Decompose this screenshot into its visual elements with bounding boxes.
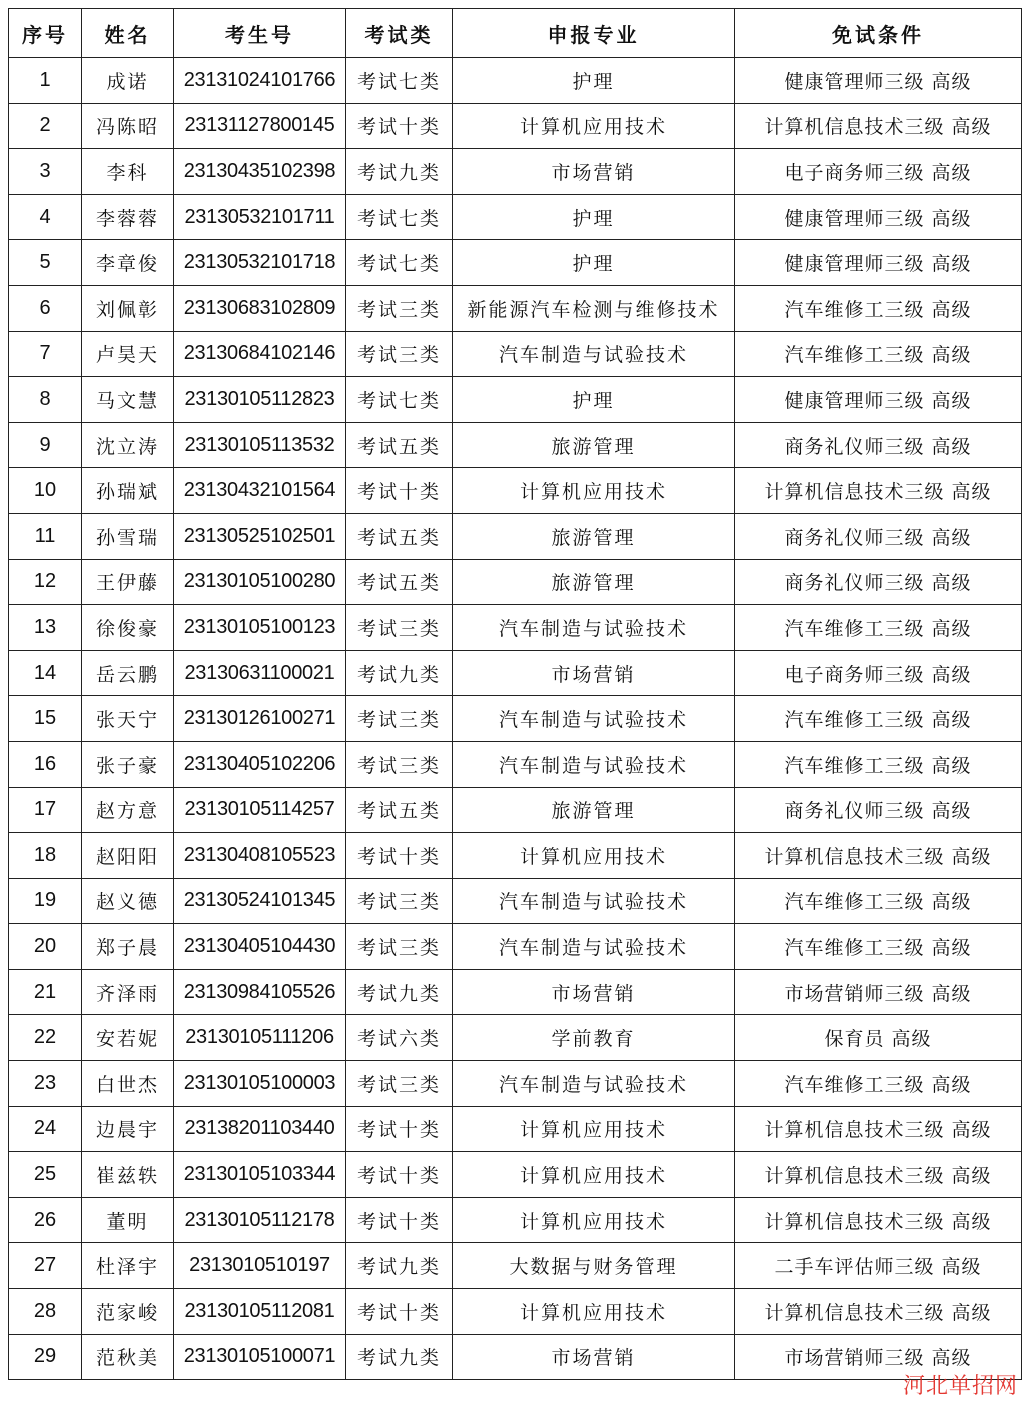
table-row <box>9 513 1022 559</box>
table-row <box>9 969 1022 1015</box>
cell-name: 赵阳阳 <box>82 833 174 879</box>
cell-condition: 计算机信息技术三级 高级 <box>735 1152 1022 1198</box>
cell-seq: 18 <box>9 833 82 879</box>
cell-exam-type: 考试三类 <box>346 285 453 331</box>
cell-major: 旅游管理 <box>453 559 735 605</box>
cell-condition: 计算机信息技术三级 高级 <box>735 1106 1022 1152</box>
cell-seq: 23 <box>9 1061 82 1107</box>
cell-condition: 商务礼仪师三级 高级 <box>735 787 1022 833</box>
cell-exam-no: 23130105114257 <box>174 787 346 833</box>
cell-exam-no: 23130105100123 <box>174 605 346 651</box>
cell-exam-type: 考试三类 <box>346 605 453 651</box>
cell-seq: 1 <box>9 58 82 104</box>
table-row <box>9 103 1022 149</box>
cell-seq: 25 <box>9 1152 82 1198</box>
cell-seq: 11 <box>9 513 82 559</box>
cell-exam-type: 考试五类 <box>346 422 453 468</box>
cell-major: 市场营销 <box>453 1334 735 1380</box>
cell-exam-type: 考试十类 <box>346 1106 453 1152</box>
cell-exam-type: 考试三类 <box>346 331 453 377</box>
cell-name: 董明 <box>82 1197 174 1243</box>
cell-exam-no: 23130105112178 <box>174 1197 346 1243</box>
cell-condition: 计算机信息技术三级 高级 <box>735 103 1022 149</box>
cell-condition: 商务礼仪师三级 高级 <box>735 513 1022 559</box>
cell-exam-type: 考试五类 <box>346 787 453 833</box>
cell-exam-no: 23130105103344 <box>174 1152 346 1198</box>
cell-major: 汽车制造与试验技术 <box>453 696 735 742</box>
cell-major: 汽车制造与试验技术 <box>453 1061 735 1107</box>
cell-exam-type: 考试十类 <box>346 468 453 514</box>
cell-name: 冯陈昭 <box>82 103 174 149</box>
cell-name: 马文慧 <box>82 377 174 423</box>
cell-exam-no: 23130683102809 <box>174 285 346 331</box>
cell-condition: 计算机信息技术三级 高级 <box>735 833 1022 879</box>
table-row <box>9 1334 1022 1380</box>
cell-seq: 13 <box>9 605 82 651</box>
cell-exam-no: 23130684102146 <box>174 331 346 377</box>
cell-major: 新能源汽车检测与维修技术 <box>453 285 735 331</box>
cell-exam-no: 23130984105526 <box>174 969 346 1015</box>
cell-exam-no: 2313010510197 <box>174 1243 346 1289</box>
table-row <box>9 1061 1022 1107</box>
cell-exam-no: 23130525102501 <box>174 513 346 559</box>
table-row <box>9 1289 1022 1335</box>
table-row <box>9 285 1022 331</box>
cell-condition: 二手车评估师三级 高级 <box>735 1243 1022 1289</box>
cell-seq: 4 <box>9 194 82 240</box>
cell-exam-type: 考试九类 <box>346 149 453 195</box>
cell-major: 大数据与财务管理 <box>453 1243 735 1289</box>
cell-exam-no: 23130524101345 <box>174 878 346 924</box>
cell-major: 市场营销 <box>453 650 735 696</box>
cell-major: 旅游管理 <box>453 422 735 468</box>
cell-name: 张子豪 <box>82 741 174 787</box>
table-row <box>9 194 1022 240</box>
cell-seq: 17 <box>9 787 82 833</box>
cell-exam-no: 23131024101766 <box>174 58 346 104</box>
cell-exam-no: 23130532101711 <box>174 194 346 240</box>
table-row <box>9 650 1022 696</box>
cell-condition: 汽车维修工三级 高级 <box>735 285 1022 331</box>
exemption-table <box>8 8 1022 1380</box>
table-row <box>9 149 1022 195</box>
watermark-logo: 河北单招网 <box>902 1374 1018 1399</box>
cell-name: 李蓉蓉 <box>82 194 174 240</box>
cell-exam-type: 考试七类 <box>346 377 453 423</box>
cell-seq: 21 <box>9 969 82 1015</box>
cell-name: 崔兹轶 <box>82 1152 174 1198</box>
cell-exam-type: 考试九类 <box>346 969 453 1015</box>
cell-name: 孙雪瑞 <box>82 513 174 559</box>
cell-exam-type: 考试七类 <box>346 194 453 240</box>
cell-seq: 16 <box>9 741 82 787</box>
cell-major: 护理 <box>453 194 735 240</box>
cell-name: 范家峻 <box>82 1289 174 1335</box>
table-row <box>9 468 1022 514</box>
cell-major: 市场营销 <box>453 969 735 1015</box>
cell-major: 护理 <box>453 240 735 286</box>
table-row <box>9 377 1022 423</box>
table-row <box>9 422 1022 468</box>
cell-major: 计算机应用技术 <box>453 103 735 149</box>
cell-condition: 汽车维修工三级 高级 <box>735 741 1022 787</box>
cell-seq: 20 <box>9 924 82 970</box>
cell-condition: 汽车维修工三级 高级 <box>735 1061 1022 1107</box>
cell-exam-type: 考试三类 <box>346 1061 453 1107</box>
cell-name: 赵方意 <box>82 787 174 833</box>
cell-name: 边晨宇 <box>82 1106 174 1152</box>
cell-seq: 12 <box>9 559 82 605</box>
cell-exam-type: 考试十类 <box>346 833 453 879</box>
cell-major: 计算机应用技术 <box>453 1289 735 1335</box>
cell-seq: 29 <box>9 1334 82 1380</box>
cell-exam-no: 23130105112081 <box>174 1289 346 1335</box>
cell-exam-type: 考试九类 <box>346 650 453 696</box>
cell-condition: 商务礼仪师三级 高级 <box>735 422 1022 468</box>
cell-exam-no: 23130105113532 <box>174 422 346 468</box>
cell-name: 徐俊豪 <box>82 605 174 651</box>
cell-exam-no: 23130105112823 <box>174 377 346 423</box>
cell-condition: 健康管理师三级 高级 <box>735 240 1022 286</box>
cell-exam-type: 考试六类 <box>346 1015 453 1061</box>
table-row <box>9 696 1022 742</box>
cell-major: 市场营销 <box>453 149 735 195</box>
cell-exam-no: 23131127800145 <box>174 103 346 149</box>
cell-seq: 22 <box>9 1015 82 1061</box>
cell-seq: 24 <box>9 1106 82 1152</box>
table-row <box>9 878 1022 924</box>
table-row <box>9 741 1022 787</box>
cell-seq: 10 <box>9 468 82 514</box>
cell-exam-no: 23130105100003 <box>174 1061 346 1107</box>
cell-seq: 8 <box>9 377 82 423</box>
cell-major: 旅游管理 <box>453 513 735 559</box>
cell-name: 张天宁 <box>82 696 174 742</box>
cell-seq: 9 <box>9 422 82 468</box>
table-row <box>9 1197 1022 1243</box>
cell-name: 成诺 <box>82 58 174 104</box>
cell-seq: 26 <box>9 1197 82 1243</box>
cell-condition: 保育员 高级 <box>735 1015 1022 1061</box>
cell-seq: 27 <box>9 1243 82 1289</box>
table-row <box>9 605 1022 651</box>
header-condition: 免试条件 <box>735 9 1022 58</box>
cell-major: 计算机应用技术 <box>453 1106 735 1152</box>
cell-condition: 市场营销师三级 高级 <box>735 1334 1022 1380</box>
table-row <box>9 58 1022 104</box>
cell-condition: 健康管理师三级 高级 <box>735 377 1022 423</box>
cell-exam-type: 考试七类 <box>346 58 453 104</box>
cell-major: 汽车制造与试验技术 <box>453 741 735 787</box>
cell-exam-type: 考试九类 <box>346 1243 453 1289</box>
cell-seq: 7 <box>9 331 82 377</box>
cell-exam-no: 23130408105523 <box>174 833 346 879</box>
header-exam-no: 考生号 <box>174 9 346 58</box>
cell-name: 白世杰 <box>82 1061 174 1107</box>
cell-exam-type: 考试十类 <box>346 1197 453 1243</box>
cell-name: 王伊藤 <box>82 559 174 605</box>
cell-major: 护理 <box>453 377 735 423</box>
cell-name: 郑子晨 <box>82 924 174 970</box>
cell-condition: 市场营销师三级 高级 <box>735 969 1022 1015</box>
cell-major: 护理 <box>453 58 735 104</box>
cell-name: 赵义德 <box>82 878 174 924</box>
table-header-row <box>9 9 1022 58</box>
cell-exam-no: 23130532101718 <box>174 240 346 286</box>
cell-seq: 2 <box>9 103 82 149</box>
cell-condition: 计算机信息技术三级 高级 <box>735 1197 1022 1243</box>
cell-exam-type: 考试三类 <box>346 741 453 787</box>
cell-seq: 28 <box>9 1289 82 1335</box>
cell-condition: 汽车维修工三级 高级 <box>735 924 1022 970</box>
cell-exam-no: 23130432101564 <box>174 468 346 514</box>
header-name: 姓名 <box>82 9 174 58</box>
cell-name: 杜泽宇 <box>82 1243 174 1289</box>
cell-exam-no: 23130405104430 <box>174 924 346 970</box>
cell-exam-no: 23130435102398 <box>174 149 346 195</box>
cell-name: 范秋美 <box>82 1334 174 1380</box>
cell-exam-type: 考试三类 <box>346 924 453 970</box>
table-row <box>9 1106 1022 1152</box>
header-seq: 序号 <box>9 9 82 58</box>
cell-exam-no: 23130405102206 <box>174 741 346 787</box>
cell-condition: 电子商务师三级 高级 <box>735 650 1022 696</box>
cell-seq: 14 <box>9 650 82 696</box>
cell-major: 汽车制造与试验技术 <box>453 924 735 970</box>
cell-condition: 健康管理师三级 高级 <box>735 194 1022 240</box>
cell-name: 齐泽雨 <box>82 969 174 1015</box>
cell-condition: 汽车维修工三级 高级 <box>735 878 1022 924</box>
table-row <box>9 1015 1022 1061</box>
cell-major: 计算机应用技术 <box>453 1197 735 1243</box>
cell-exam-type: 考试五类 <box>346 513 453 559</box>
cell-major: 学前教育 <box>453 1015 735 1061</box>
cell-exam-type: 考试十类 <box>346 1289 453 1335</box>
cell-exam-no: 23130631100021 <box>174 650 346 696</box>
cell-name: 李章俊 <box>82 240 174 286</box>
cell-name: 卢昊天 <box>82 331 174 377</box>
cell-major: 计算机应用技术 <box>453 1152 735 1198</box>
cell-major: 汽车制造与试验技术 <box>453 331 735 377</box>
cell-condition: 计算机信息技术三级 高级 <box>735 468 1022 514</box>
cell-name: 安若妮 <box>82 1015 174 1061</box>
cell-major: 旅游管理 <box>453 787 735 833</box>
cell-exam-no: 23138201103440 <box>174 1106 346 1152</box>
cell-exam-type: 考试七类 <box>346 240 453 286</box>
cell-exam-type: 考试五类 <box>346 559 453 605</box>
table-row <box>9 833 1022 879</box>
cell-name: 沈立涛 <box>82 422 174 468</box>
header-major: 申报专业 <box>453 9 735 58</box>
cell-seq: 19 <box>9 878 82 924</box>
cell-exam-type: 考试九类 <box>346 1334 453 1380</box>
cell-name: 岳云鹏 <box>82 650 174 696</box>
cell-major: 汽车制造与试验技术 <box>453 878 735 924</box>
cell-name: 孙瑞斌 <box>82 468 174 514</box>
table-row <box>9 1152 1022 1198</box>
cell-exam-no: 23130105100071 <box>174 1334 346 1380</box>
cell-major: 计算机应用技术 <box>453 468 735 514</box>
cell-exam-no: 23130105100280 <box>174 559 346 605</box>
cell-name: 刘佩彰 <box>82 285 174 331</box>
table-row <box>9 924 1022 970</box>
cell-condition: 汽车维修工三级 高级 <box>735 331 1022 377</box>
cell-seq: 6 <box>9 285 82 331</box>
cell-name: 李科 <box>82 149 174 195</box>
cell-condition: 汽车维修工三级 高级 <box>735 696 1022 742</box>
cell-seq: 3 <box>9 149 82 195</box>
cell-exam-type: 考试三类 <box>346 696 453 742</box>
cell-seq: 5 <box>9 240 82 286</box>
header-exam-type: 考试类 <box>346 9 453 58</box>
cell-exam-no: 23130105111206 <box>174 1015 346 1061</box>
cell-exam-no: 23130126100271 <box>174 696 346 742</box>
cell-condition: 健康管理师三级 高级 <box>735 58 1022 104</box>
table-row <box>9 331 1022 377</box>
table-row <box>9 1243 1022 1289</box>
cell-major: 计算机应用技术 <box>453 833 735 879</box>
table-row <box>9 787 1022 833</box>
cell-exam-type: 考试十类 <box>346 103 453 149</box>
cell-condition: 汽车维修工三级 高级 <box>735 605 1022 651</box>
cell-exam-type: 考试三类 <box>346 878 453 924</box>
cell-exam-type: 考试十类 <box>346 1152 453 1198</box>
cell-condition: 计算机信息技术三级 高级 <box>735 1289 1022 1335</box>
cell-condition: 商务礼仪师三级 高级 <box>735 559 1022 605</box>
table-row <box>9 559 1022 605</box>
cell-condition: 电子商务师三级 高级 <box>735 149 1022 195</box>
cell-seq: 15 <box>9 696 82 742</box>
cell-major: 汽车制造与试验技术 <box>453 605 735 651</box>
table-row <box>9 240 1022 286</box>
